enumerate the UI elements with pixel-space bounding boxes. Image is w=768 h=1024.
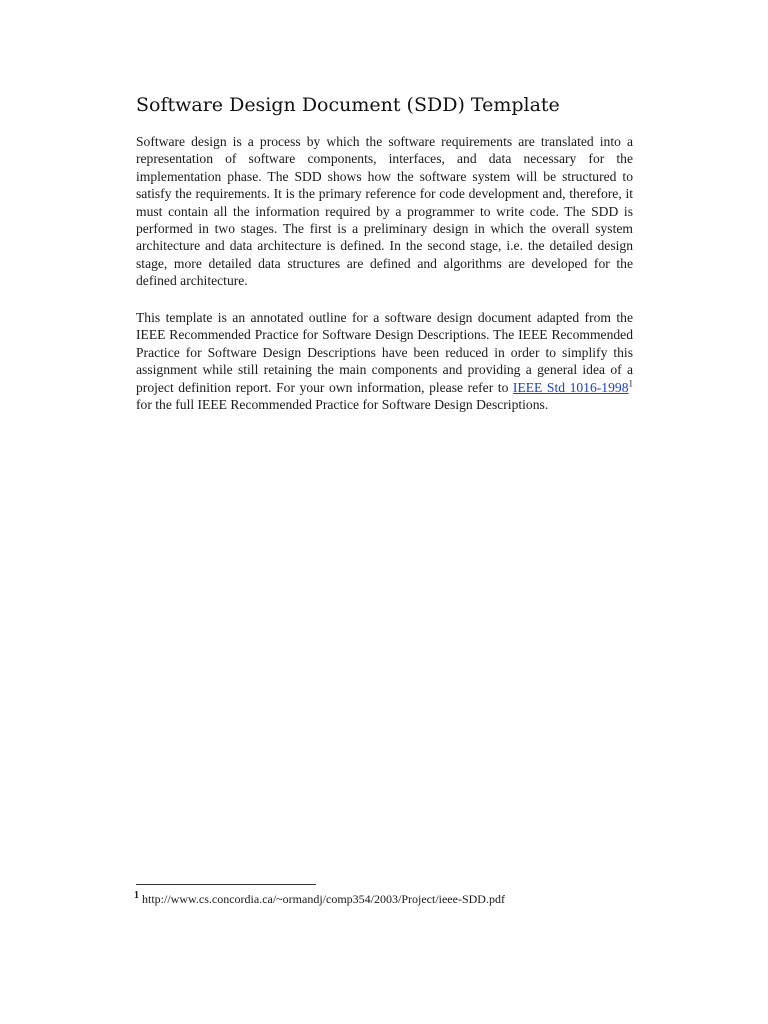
template-paragraph-text-before-link: This template is an annotated outline for a software design document adapted from the IEEE Recommended Practice for Software Design Descriptions. The IEEE Recommended Practice for Software Design Descriptions have been reduced in order to simplify this assignment while still retaining the main components and providing a general idea of a project definition report. For your own information, please refer to (136, 310, 633, 395)
intro-paragraph: Software design is a process by which the software requirements are translated into a representation of software components, interfaces, and data necessary for the implementation phase. The SDD shows how the software system will be structured to satisfy the requirements. It is the primary reference for code development and, therefore, it must contain all the information required by a programmer to write code. The SDD is performed in two stages. The first is a preliminary design in which the overall system architecture and data architecture is defined. In the second stage, i.e. the detailed design stage, more detailed data structures are defined and algorithms are developed for the defined architecture. (136, 134, 633, 289)
footnote (134, 891, 694, 907)
footnote-reference[interactable]: 1 (628, 378, 633, 389)
ieee-std-link[interactable]: IEEE Std 1016-1998 (512, 379, 629, 395)
footnote-url: http://www.cs.concordia.ca/~ormandj/comp354/2003/Project/ieee-SDD.pdf (142, 892, 505, 906)
footnote-mark: 1 (134, 890, 139, 901)
footnote-separator (136, 884, 316, 885)
template-paragraph-text-after-link: for the full IEEE Recommended Practice for Software Design Descriptions. (136, 397, 549, 413)
template-paragraph (136, 309, 633, 413)
document-title: Software Design Document (SDD) Template (136, 94, 560, 116)
